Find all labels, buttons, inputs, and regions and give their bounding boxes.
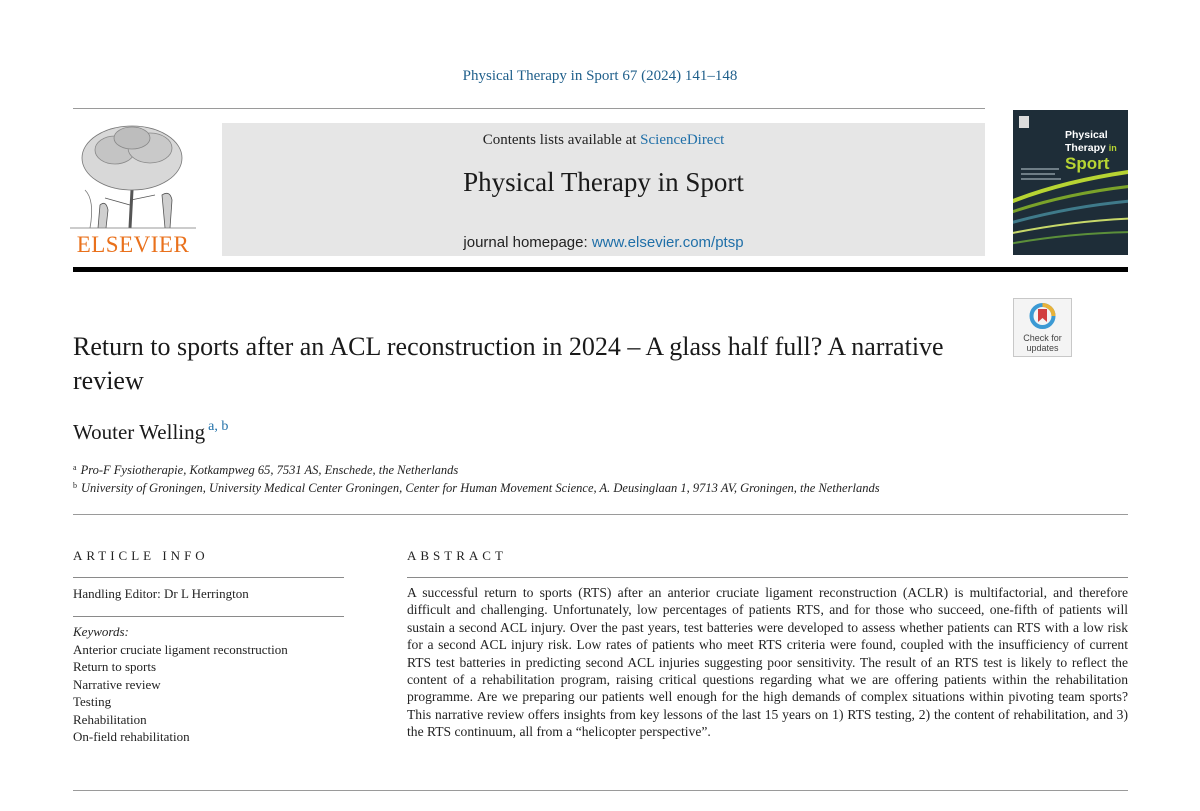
crossmark-label-line: Check for xyxy=(1023,333,1062,343)
cover-title-line: Therapy xyxy=(1065,142,1106,154)
keyword-item: Anterior cruciate ligament reconstruction xyxy=(73,641,288,657)
contents-availability xyxy=(222,132,985,149)
journal-cover-image[interactable] xyxy=(1013,110,1128,255)
keyword-item: On-field rehabilitation xyxy=(73,729,190,744)
keyword-item: Return to sports xyxy=(73,659,157,674)
keywords-label: Keywords: xyxy=(73,624,129,639)
check-for-updates-button[interactable] xyxy=(1013,298,1072,357)
handling-editor: Handling Editor: Dr L Herrington xyxy=(73,586,249,601)
keyword-item: Rehabilitation xyxy=(73,711,147,727)
homepage-prefix: journal homepage: xyxy=(463,234,592,251)
affiliation-mark: b xyxy=(73,481,77,490)
article-info-heading: ARTICLE INFO xyxy=(73,548,209,563)
keyword-item: Testing xyxy=(73,694,112,709)
cover-title xyxy=(1065,130,1117,172)
elsevier-tree-graphic xyxy=(70,120,196,230)
author-affiliation-marks[interactable]: a, b xyxy=(208,419,229,434)
header-thick-divider xyxy=(73,267,1128,272)
keywords-block xyxy=(73,623,288,746)
author-name[interactable]: Wouter Welling xyxy=(73,420,206,444)
homepage-link[interactable]: www.elsevier.com/ptsp xyxy=(591,234,744,251)
affiliation-a xyxy=(73,463,458,478)
journal-homepage xyxy=(222,234,985,251)
affiliation-mark: a xyxy=(73,463,77,472)
article-info-divider xyxy=(73,577,344,578)
affiliation-b xyxy=(73,481,880,496)
journal-citation[interactable] xyxy=(0,68,1200,85)
bottom-divider xyxy=(73,790,1128,791)
section-divider xyxy=(73,514,1128,515)
journal-title: Physical Therapy in Sport xyxy=(463,167,744,197)
affiliation-text: University of Groningen, University Medical Center Groningen, Center for Human Movement Science, A. Deusinglaan 1, 9713 AV, Groningen, the Netherlands xyxy=(81,481,880,495)
abstract-divider xyxy=(407,577,1128,578)
cover-title-line: Physical xyxy=(1065,129,1108,141)
cover-title-line: in xyxy=(1108,143,1117,153)
affiliation-text: Pro-F Fysiotherapie, Kotkampweg 65, 7531 AS, Enschede, the Netherlands xyxy=(80,463,459,477)
abstract-text: A successful return to sports (RTS) after an anterior cruciate ligament reconstruction (ACLR) is multifactorial, and therefore difficult and challenging. Unfortunately, low percentages of patients RTS, and for those who succeed, one-fifth of patients will sustain a second ACL injury. Over the past years, test batteries were developed to assess whether patients can RTS with a low risk for a second ACL injury risk. Low rates of patients who meet RTS criteria were found, coupled with the insufficiency of current RTS test batteries in predicting second ACL injuries suggesting poor sensitivity. The result of an RTS test is likely to reflect the content of a rehabilitation program, raising critical questions regarding what we are offering patients within the rehabilitation programme. Are we preparing our patients well enough for the high demands of complex situations within pivoting team sports? This narrative review offers insights from key lessons of the last 15 years on 1) RTS testing, 2) the content of rehabilitation, and 3) the RTS continuum, all from a “helicopter perspective”. xyxy=(407,585,1128,740)
abstract-heading: ABSTRACT xyxy=(407,548,507,563)
journal-masthead xyxy=(222,123,985,256)
cover-title-sport: Sport xyxy=(1065,154,1110,173)
sciencedirect-link[interactable]: ScienceDirect xyxy=(640,132,725,148)
elsevier-wordmark: ELSEVIER xyxy=(76,232,190,257)
article-title: Return to sports after an ACL reconstruction in 2024 – A glass half full? A narrative review xyxy=(73,332,944,395)
keyword-item: Narrative review xyxy=(73,676,161,692)
author-line xyxy=(73,419,228,445)
citation-text[interactable]: Physical Therapy in Sport 67 (2024) 141–148 xyxy=(462,68,738,84)
article-info-divider xyxy=(73,616,344,617)
contents-prefix: Contents lists available at xyxy=(482,132,641,148)
crossmark-label-line: updates xyxy=(1026,343,1059,353)
crossmark-label xyxy=(1014,333,1071,353)
crossmark-icon xyxy=(1014,299,1071,333)
top-divider xyxy=(73,108,985,109)
